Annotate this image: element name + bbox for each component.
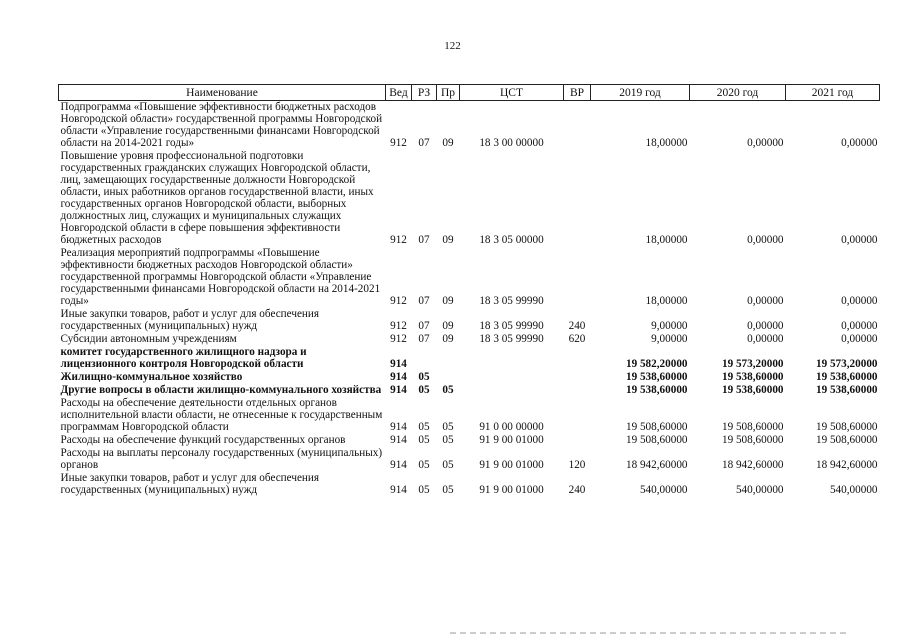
cell-rz: 07 <box>418 320 430 332</box>
cell-y2020: 18 942,60000 <box>721 459 784 471</box>
cell-cst: 18 3 05 00000 <box>479 234 544 246</box>
table-row <box>59 434 880 447</box>
cell-cst <box>460 371 564 384</box>
cell-y2019: 19 538,60000 <box>625 371 688 383</box>
cell-name: комитет государственного жилищного надзора и лицензионного контроля Новгородской области <box>60 346 307 370</box>
cell-y2020: 0,00000 <box>747 333 784 345</box>
table-row <box>59 397 880 434</box>
cell-y2020: 19 538,60000 <box>721 371 784 383</box>
cell-ved: 912 <box>390 333 407 345</box>
cell-ved: 912 <box>390 295 407 307</box>
cell-ved: 912 <box>390 320 407 332</box>
scan-artifact <box>450 632 850 634</box>
cell-y2019: 19 508,60000 <box>625 434 688 446</box>
cell-pr <box>437 346 460 371</box>
cell-y2020: 0,00000 <box>747 320 784 332</box>
cell-y2020: 19 508,60000 <box>721 421 784 433</box>
cell-y2021: 0,00000 <box>841 295 878 307</box>
header-2019: 2019 год <box>591 85 690 101</box>
cell-y2020: 0,00000 <box>747 295 784 307</box>
table-body <box>59 101 880 498</box>
cell-vr <box>564 150 591 247</box>
table-row <box>59 371 880 384</box>
cell-pr: 09 <box>442 320 454 332</box>
cell-y2021: 19 538,60000 <box>815 371 878 383</box>
table-row <box>59 308 880 333</box>
table-row <box>59 384 880 397</box>
cell-ved: 912 <box>390 137 407 149</box>
header-cst: ЦСТ <box>460 85 564 101</box>
cell-y2020: 540,00000 <box>735 484 784 496</box>
cell-pr: 05 <box>442 434 454 446</box>
cell-ved: 914 <box>390 484 407 496</box>
table-row <box>59 346 880 371</box>
table-row <box>59 150 880 247</box>
cell-rz: 05 <box>418 421 430 433</box>
cell-vr <box>564 247 591 308</box>
cell-y2021: 19 573,20000 <box>815 358 878 370</box>
cell-y2021: 18 942,60000 <box>815 459 878 471</box>
cell-y2021: 540,00000 <box>829 484 878 496</box>
cell-cst: 91 0 00 00000 <box>479 421 544 433</box>
cell-ved: 914 <box>390 384 407 396</box>
cell-name: Расходы на обеспечение деятельности отдельных органов исполнительной власти области, не отнесенные к государственным программам Новгородской области <box>60 397 383 433</box>
cell-cst: 18 3 00 00000 <box>479 137 544 149</box>
cell-y2020: 19 573,20000 <box>721 358 784 370</box>
cell-y2019: 18,00000 <box>645 137 688 149</box>
cell-cst: 91 9 00 01000 <box>479 434 544 446</box>
cell-name: Жилищно-коммунальное хозяйство <box>60 371 243 383</box>
cell-y2021: 19 508,60000 <box>815 434 878 446</box>
cell-y2019: 9,00000 <box>651 333 688 345</box>
cell-rz: 07 <box>418 234 430 246</box>
cell-ved: 914 <box>390 421 407 433</box>
page-number: 122 <box>444 40 461 52</box>
table-row <box>59 472 880 497</box>
cell-vr <box>564 384 591 397</box>
cell-pr <box>437 371 460 384</box>
cell-rz: 05 <box>418 384 430 396</box>
cell-y2019: 18 942,60000 <box>625 459 688 471</box>
cell-vr <box>564 371 591 384</box>
cell-vr: 620 <box>568 333 586 345</box>
cell-rz: 05 <box>418 459 430 471</box>
table-header-row <box>59 85 880 101</box>
table-row <box>59 247 880 308</box>
cell-cst: 18 3 05 99990 <box>479 295 544 307</box>
header-rz: РЗ <box>412 85 437 101</box>
cell-name: Иные закупки товаров, работ и услуг для обеспечения государственных (муниципальных) нужд <box>60 472 320 496</box>
cell-pr: 05 <box>442 484 454 496</box>
cell-ved: 914 <box>390 371 407 383</box>
cell-ved: 914 <box>390 459 407 471</box>
cell-y2019: 540,00000 <box>639 484 688 496</box>
cell-pr: 09 <box>442 137 454 149</box>
cell-rz: 05 <box>418 434 430 446</box>
cell-pr: 05 <box>442 459 454 471</box>
cell-cst <box>460 346 564 371</box>
cell-name: Подпрограмма «Повышение эффективности бюджетных расходов Новгородской области» государственной программы Новгородской области «Управление государственными финансами Новгородской области на 2014-2021 годы» <box>60 101 383 149</box>
cell-y2021: 0,00000 <box>841 137 878 149</box>
cell-vr <box>564 346 591 371</box>
cell-y2020: 19 538,60000 <box>721 384 784 396</box>
cell-rz: 07 <box>418 295 430 307</box>
header-ved: Вед <box>386 85 412 101</box>
header-name: Наименование <box>59 85 386 101</box>
cell-vr: 240 <box>568 320 586 332</box>
cell-y2019: 9,00000 <box>651 320 688 332</box>
cell-vr: 120 <box>568 459 586 471</box>
header-vr: ВР <box>564 85 591 101</box>
cell-name: Иные закупки товаров, работ и услуг для обеспечения государственных (муниципальных) нужд <box>60 308 320 332</box>
cell-ved: 914 <box>390 358 407 370</box>
cell-name: Повышение уровня профессиональной подготовки государственных гражданских служащих Новгородской области, лиц, замещающих государственные должности Новгородской области, иных работников органов государственной власти, иных государственных органов Новгородской области, выборных должностных лиц, служащих и муниципальных служащих Новгородской области в сфере повышения эффективности бюджетных расходов <box>60 150 374 246</box>
table-row <box>59 447 880 472</box>
cell-cst <box>460 384 564 397</box>
budget-table <box>58 84 880 497</box>
cell-name: Расходы на выплаты персоналу государственных (муниципальных) органов <box>60 447 383 471</box>
header-2020: 2020 год <box>690 85 786 101</box>
cell-ved: 914 <box>390 434 407 446</box>
cell-rz: 07 <box>418 333 430 345</box>
cell-cst: 18 3 05 99990 <box>479 333 544 345</box>
cell-rz: 05 <box>418 484 430 496</box>
cell-name: Реализация мероприятий подпрограммы «Повышение эффективности бюджетных расходов Новгородской области» государственной программы Новгородской области «Управление государственными финансами Новгородской области на 2014-2021 годы» <box>60 247 381 307</box>
cell-name: Другие вопросы в области жилищно-коммунального хозяйства <box>60 384 382 396</box>
cell-vr <box>564 434 591 447</box>
cell-y2021: 0,00000 <box>841 320 878 332</box>
cell-pr: 05 <box>442 384 454 396</box>
cell-cst: 91 9 00 01000 <box>479 484 544 496</box>
cell-vr: 240 <box>568 484 586 496</box>
cell-y2020: 19 508,60000 <box>721 434 784 446</box>
cell-y2019: 18,00000 <box>645 234 688 246</box>
table-row <box>59 101 880 151</box>
cell-y2019: 18,00000 <box>645 295 688 307</box>
cell-rz <box>412 346 437 371</box>
cell-y2021: 0,00000 <box>841 333 878 345</box>
cell-ved: 912 <box>390 234 407 246</box>
header-pr: Пр <box>437 85 460 101</box>
cell-y2019: 19 508,60000 <box>625 421 688 433</box>
cell-vr <box>564 397 591 434</box>
cell-y2019: 19 538,60000 <box>625 384 688 396</box>
cell-pr: 05 <box>442 421 454 433</box>
cell-cst: 91 9 00 01000 <box>479 459 544 471</box>
cell-y2021: 19 538,60000 <box>815 384 878 396</box>
header-2021: 2021 год <box>786 85 880 101</box>
cell-cst: 18 3 05 99990 <box>479 320 544 332</box>
cell-vr <box>564 101 591 151</box>
cell-y2020: 0,00000 <box>747 234 784 246</box>
cell-pr: 09 <box>442 234 454 246</box>
cell-y2019: 19 582,20000 <box>625 358 688 370</box>
cell-rz: 05 <box>418 371 430 383</box>
cell-y2020: 0,00000 <box>747 137 784 149</box>
cell-y2021: 0,00000 <box>841 234 878 246</box>
table-row <box>59 333 880 346</box>
cell-rz: 07 <box>418 137 430 149</box>
cell-name: Субсидии автономным учреждениям <box>60 333 237 345</box>
cell-name: Расходы на обеспечение функций государственных органов <box>60 434 346 446</box>
cell-pr: 09 <box>442 333 454 345</box>
cell-y2021: 19 508,60000 <box>815 421 878 433</box>
cell-pr: 09 <box>442 295 454 307</box>
